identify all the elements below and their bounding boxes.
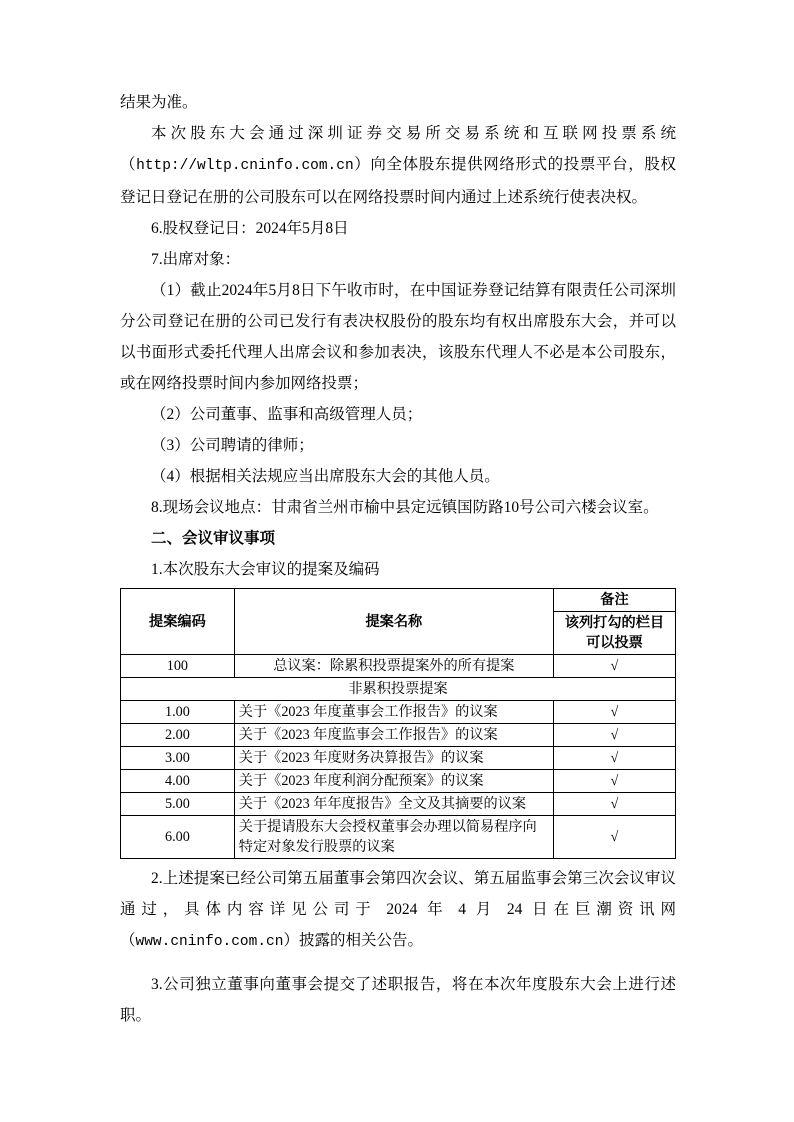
table-header-row	[121, 589, 676, 612]
table-header-code: 提案编码	[121, 589, 235, 655]
proposal-code-cell: 3.00	[121, 747, 235, 770]
attendee-detail-3: （3）公司聘请的律师；	[151, 437, 314, 454]
table-row	[121, 770, 676, 793]
vote-check-cell: √	[553, 793, 675, 816]
proposal-name-cell: 关于《2023 年度利润分配预案》的议案	[234, 770, 553, 793]
proposal-code-cell: 1.00	[121, 701, 235, 724]
attendee-detail-1: （1）截止2024年5月8日下午收市时，在中国证券登记结算有限责任公司深圳分公司登记在册的公司已发行有表决权股份的股东均有权出席股东大会，并可以以书面形式委托代理人出席会议和参加表决，该股东代理人不必是本公司股东，或在网络投票时间内参加网络投票；	[120, 282, 676, 392]
approval-text-post: ）披露的相关公告。	[283, 932, 423, 949]
table-row	[121, 724, 676, 747]
table-row	[121, 793, 676, 816]
proposal-name-cell: 关于《2023 年度董事会工作报告》的议案	[234, 701, 553, 724]
table-row	[121, 701, 676, 724]
table-header-name: 提案名称	[234, 589, 553, 655]
record-date-item: 6.股权登记日：2024年5月8日	[151, 220, 349, 237]
vote-check-cell: √	[553, 770, 675, 793]
cninfo-url: www.cninfo.com.cn	[135, 934, 284, 950]
vote-check-cell: √	[553, 816, 675, 859]
attendees-title-item: 7.出席对象：	[151, 251, 241, 268]
vote-check-cell: √	[553, 655, 675, 678]
proposal-name-cell: 关于《2023 年度财务决算报告》的议案	[234, 747, 553, 770]
table-row	[121, 747, 676, 770]
proposal-name-cell: 总议案：除累积投票提案外的所有提案	[234, 655, 553, 678]
table-row	[121, 816, 676, 859]
attendee-detail-2: （2）公司董事、监事和高级管理人员；	[151, 406, 423, 423]
section-heading-review-matters: 二、会议审议事项	[151, 530, 276, 547]
proposal-code-cell: 5.00	[121, 793, 235, 816]
non-cumulative-label-cell: 非累积投票提案	[121, 678, 676, 701]
proposal-code-cell: 4.00	[121, 770, 235, 793]
proposal-code-cell: 2.00	[121, 724, 235, 747]
vote-check-cell: √	[553, 747, 675, 770]
approval-paragraph	[120, 863, 676, 958]
proposal-code-cell: 6.00	[121, 816, 235, 859]
proposal-name-cell: 关于《2023 年度监事会工作报告》的议案	[234, 724, 553, 747]
previous-page-continuation-line: 结果为准。	[120, 94, 198, 111]
proposal-name-cell: 关于《2023 年年度报告》全文及其摘要的议案	[234, 793, 553, 816]
director-report-paragraph: 3.公司独立董事向董事会提交了述职报告，将在本次年度股东大会上进行述职。	[120, 976, 676, 1024]
table-span-row	[121, 678, 676, 701]
table-row	[121, 655, 676, 678]
network-voting-text-post: ）向全体股东提供网络形式的投票平台，股权登记日登记在册的公司股东可以在网络投票时间内通过上述系统行使表决权。	[120, 156, 676, 206]
voting-platform-url: http://wltp.cninfo.com.cn	[136, 158, 354, 174]
proposal-code-cell: 100	[121, 655, 235, 678]
meeting-location-item: 8.现场会议地点：甘肃省兰州市榆中县定远镇国防路10号公司六楼会议室。	[151, 499, 659, 516]
network-voting-text-pre: 本次股东大会通过深圳证券交易所交易系统和互联网投票系统（	[120, 125, 676, 173]
attendee-detail-4: （4）根据相关法规应当出席股东大会的其他人员。	[151, 468, 500, 485]
proposals-table	[120, 588, 676, 859]
table-header-remark: 备注	[553, 589, 675, 612]
vote-check-cell: √	[553, 701, 675, 724]
proposals-intro: 1.本次股东大会审议的提案及编码	[151, 561, 380, 578]
network-voting-paragraph	[120, 118, 676, 213]
proposal-name-cell: 关于提请股东大会授权董事会办理以简易程序向特定对象发行股票的议案	[234, 816, 553, 859]
vote-check-cell: √	[553, 724, 675, 747]
approval-text-pre: 2.上述提案已经公司第五届董事会第四次会议、第五届监事会第三次会议审议通过，具体内容详见公司于 2024 年 4 月 24 日在巨潮资讯网（	[120, 870, 676, 949]
table-header-remark-note: 该列打勾的栏目可以投票	[553, 612, 675, 655]
